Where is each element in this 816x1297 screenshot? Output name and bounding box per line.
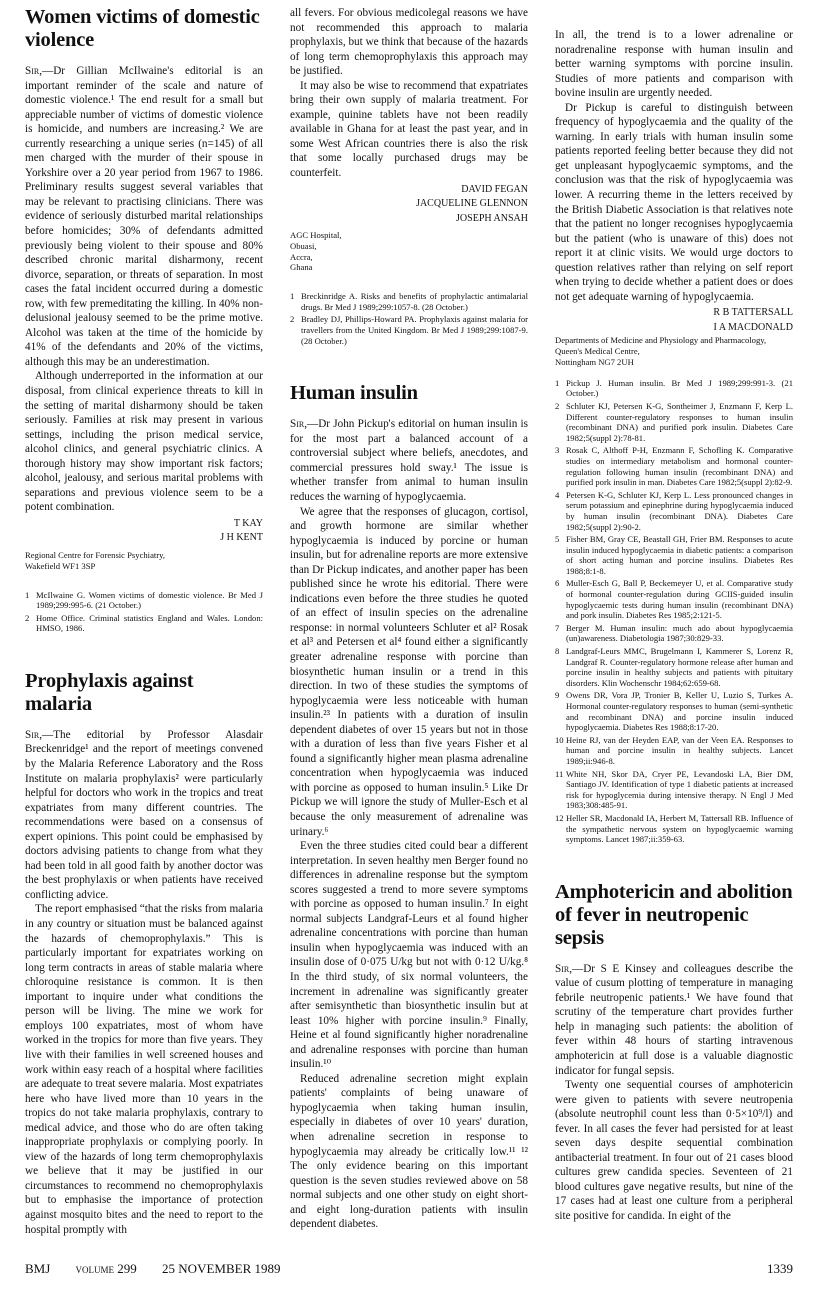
article-paragraph <box>25 728 263 903</box>
reference-number: 4 <box>555 489 560 500</box>
reference-text: Pickup J. Human insulin. Br Med J 1989;299:991-3. (21 October.) <box>566 377 793 399</box>
reference-list <box>555 378 793 845</box>
paragraph-text: ,—Dr Gillian McIlwaine's editorial is an important reminder of the scale and nature of domestic violence.¹ The end result for a small but appreciable number of victims of domestic violence is homicide, and numbers are increasing.² We are currently researching a unique series (n=145) of all men charged with the murder of their spouse in Yorkshire over a 20 year period from 1967 to 1986. Preliminary results suggest several variables that may be relevant to practising clinicians. There was evidence of seriously disturbed marital relationships before homicides; 30% of defendants admitted previously being violent to their spouse and 80% described chronic marital disharmony, recent divorce, separation, or threats of separation. In most cases the fatal incident occurred during a domestic row, with few premeditating the killing. In 40% non-delusional jealousy seemed to be the prime motive. Alcohol was taken at the time of the homicide by 41% of the defendants and 20% of the victims, although this may be an underestimation. <box>25 65 263 368</box>
address-line: Wakefield WF1 3SP <box>25 560 96 571</box>
reference-item <box>555 735 793 767</box>
reference-number: 2 <box>555 400 560 411</box>
article-paragraph <box>25 64 263 369</box>
article-paragraph: In all, the trend is to a lower adrenaline or noradrenaline response with human insulin and better warning symptoms with porcine insulin. Studies of more patients and comparison with bovine insulin are urgently needed. <box>555 29 793 100</box>
article-title: Women victims of domestic violence <box>25 6 260 51</box>
reference-number: 6 <box>555 578 560 589</box>
address-line: Regional Centre for Forensic Psychiatry, <box>25 549 166 560</box>
reference-text: Owens DR, Vora JP, Tronier B, Keller U, Luzio S, Turkes A. Hormonal counter-regulatory responses to human (semi-synthetic and recombinant DNA) and porcine insulin induced hypoglycaemia. Diabetes Res 1988;8:17-20. <box>566 690 793 733</box>
article-paragraph: Reduced adrenaline secretion might explain patients' complaints of being unaware of hypoglycaemia when taking human insulin, especially in diabetes of over 10 years' duration, when adrenaline secretion in response to hypoglycaemia may already be critically low.¹¹ ¹² The only evidence bearing on this important question is the seven studies reviewed above on 58 normal subjects and one other study on eight short- and eight long-duration patients with insulin dependent diabetes. <box>290 1072 528 1231</box>
reference-number: 8 <box>555 646 560 657</box>
address-line: Obuasi, <box>290 240 317 251</box>
article-paragraph: The report emphasised “that the risks from malaria in any country or situation must be balanced against the hazards of chemoprophylaxis.” This is particularly important for expatriates working on long term contracts in areas of stable malaria where chloroquine resistance is common. It is then important to inquire under what conditions the person will be living. The mine we work for employs 100 expatriates, most of whom have worked in the tropics for more than five years. They live with their families in well screened houses and work within easy reach of a hospital where facilities are adequate to treat severe malaria. Most expatriates here who have lived more than 10 years in the tropics do not take malaria prophylaxis, contrary to medical advice, and those who do are often taking inappropriate prophylaxis or complying poorly. In view of the hazards of long term chemoprophylaxis we believe that it may be justified in our circumstances to recommend no chemoprophylaxis but to emphasise the importance of protection against mosquito bites and the need to report to the hospital promptly with <box>25 903 263 1236</box>
reference-item <box>555 623 793 644</box>
reference-number: 1 <box>290 291 295 302</box>
article-amphotericin <box>555 881 793 1224</box>
column-1 <box>25 6 263 1237</box>
reference-number: 9 <box>555 690 560 701</box>
reference-item <box>25 613 263 634</box>
signature: JOSEPH ANSAH <box>456 212 528 224</box>
article-paragraph: We agree that the responses of glucagon, cortisol, and growth hormone are similar whether hypoglycaemia is induced by porcine or human insulin, but for adrenaline reports are more extensive than Dr Pickup indicates, and another paper has been published since he wrote his editorial. There were indications even before the three studies he quoted of an effect of insulin species on the adrenaline response: in normal volunteers Schluter et al² Rosak et al³ and Petersen et al⁴ found either a significantly greater adrenaline response with porcine than biosynthetic human insulin or a trend in this direction. In two of these studies the symptoms of hypoglycaemia were less noticeable with human insulin.²³ In patients with a duration of insulin dependent diabetes of over 15 years but not in those with a duration of less than five years Fisher et al found a significantly higher mean plasma adrenaline concentration when hypoglycaemia was induced with porcine as opposed to human insulin.⁵ Like Dr Pickup we will ignore the study of Muller-Esch et al because the only measurement of adrenaline was urinary.⁶ <box>290 505 528 838</box>
address-line: Nottingham NG7 2UH <box>555 356 634 367</box>
article-domestic-violence <box>25 6 263 636</box>
paragraph-text: ,—The editorial by Professor Alasdair Breckenridge¹ and the report of meetings convened by the Malaria Reference Laboratory and the Ross Institute on malaria prophylaxis² were particularly helpful for doctors who work in the tropics and treat expatriates from many different countries. The recommendations were based on a consensus of expert opinions. This point could be emphasised by doctors advising patients to change from what they had been told in all good faith by another doctor was the best prophylaxis or when patients have received conflicting advice. <box>25 728 263 901</box>
reference-text: Breckinridge A. Risks and benefits of prophylactic antimalarial drugs. Br Med J 1989;299:1057-8. (28 October.) <box>301 291 528 312</box>
salutation: Sir <box>290 418 305 431</box>
author-address <box>25 550 263 572</box>
reference-number: 11 <box>555 768 564 779</box>
journal-name: BMJ <box>25 1261 51 1277</box>
reference-text: Landgraf-Leurs MMC, Brugelmann I, Kammerer S, Lorenz R, Landgraf R. Counter-regulatory hormone release after human and porcine insulin in healthy subjects and patients with pituitary disorders. Klin Wochenschr 1984;62:659-68. <box>566 646 793 688</box>
reference-item <box>555 690 793 732</box>
article-title: Human insulin <box>290 382 418 405</box>
article-title: Amphotericin and abolition of fever in neutropenic sepsis <box>555 880 793 949</box>
issue-date: 25 NOVEMBER 1989 <box>162 1261 281 1277</box>
author-address <box>555 335 793 367</box>
article-paragraph: Twenty one sequential courses of amphotericin were given to patients with severe neutropenia (absolute neutrophil count less than 0·5×10⁹/l) and fever. In all cases the fever had persisted for at least seven days despite sequential combination antibacterial treatment. In four out of 21 cases blood cultures grew candida species. Seventeen of 21 blood cultures gave negative results, but nine of the 17 cases had at least one culture from a peripheral site positive for candida. In eight of the <box>555 1079 793 1223</box>
reference-text: Bradley DJ, Phillips-Howard PA. Prophylaxis against malaria for travellers from the United Kingdom. Br Med J 1989;299:1087-9. (28 October.) <box>301 314 528 346</box>
reference-text: Home Office. Criminal statistics England and Wales. London: HMSO, 1986. <box>36 612 263 634</box>
reference-number: 3 <box>555 445 560 456</box>
reference-item <box>290 314 528 346</box>
reference-number: 10 <box>555 734 564 745</box>
reference-item <box>555 534 793 576</box>
reference-text: Muller-Esch G, Ball P, Beckemeyer U, et al. Comparative study of hormonal counter-regulation during GCIIS-guided insulin hypoglycaemic tests during human insulin (recombinant DNA) and pork insulin. Diabetes Res 1985;2:121-5. <box>566 578 793 621</box>
signature: J H KENT <box>220 532 263 544</box>
article-paragraph: Dr Pickup is careful to distinguish between frequency of hypoglycaemia and the quality of the warning. In early trials with human insulin some patients reported feeling better because they did not get unpleasant hypoglycaemic symptoms, and the conclusion was that the risk of hypoglycaemia was lower. A recurring theme in the letters received by the British Diabetic Association is that relatives note that the patient no longer recognises hypoglycaemia but the patient (who is unaware of this) does not report it at clinic visits. We would urge doctors to question relatives rather than relying on self report when trying to decide whether a patient does or does not get adequate warning of hypoglycaemia. <box>555 101 793 303</box>
reference-list <box>25 590 263 634</box>
reference-text: Heller SR, Macdonald IA, Herbert M, Tattersall RB. Influence of the sympathetic nervous system on hypoglycaemic warning symptoms. Lancet 1987;ii:359-63. <box>566 812 793 845</box>
reference-text: White NH, Skor DA, Cryer PE, Levandoski LA, Bier DM, Santiago JV. Identification of type 1 diabetic patients at increased risk for hypoglycemia during intensive therapy. N Engl J Med 1983;308:485-91. <box>566 768 793 811</box>
reference-number: 2 <box>25 612 30 623</box>
address-line: Queen's Medical Centre, <box>555 346 640 357</box>
salutation: Sir <box>25 65 40 77</box>
reference-number: 1 <box>25 589 30 600</box>
article-title: Prophylaxis against malaria <box>25 669 194 715</box>
reference-item <box>555 813 793 845</box>
journal-volume: volume 299 <box>75 1261 137 1277</box>
reference-text: Rosak C, Althoff P-H, Enzmann F, Schofling K. Comparative studies on intermediary metabolism and hormonal counter-regulation following human insulin (recombinant DNA) and purified pork insulin in man. Diabetes Care 1982;5(suppl 2):82-9. <box>566 445 793 488</box>
salutation: Sir <box>555 962 570 975</box>
page-footer <box>25 1261 303 1277</box>
reference-text: Fisher BM, Gray CE, Beastall GH, Frier BM. Responses to acute insulin induced hypoglycaemia in diabetic patients: a comparison of short acting human and porcine insulins. Diabetes Res 1988;8:1-8. <box>566 534 793 576</box>
author-address <box>290 230 528 273</box>
reference-number: 7 <box>555 622 560 633</box>
reference-number: 1 <box>555 377 560 388</box>
signature: R B TATTERSALL <box>713 307 793 319</box>
page-number: 1339 <box>767 1261 793 1277</box>
signature: JACQUELINE GLENNON <box>416 198 528 210</box>
article-paragraph <box>290 417 528 504</box>
article-paragraph <box>555 962 793 1078</box>
address-line: Departments of Medicine and Physiology and Pharmacology, <box>555 335 767 346</box>
reference-item <box>555 401 793 443</box>
reference-item <box>555 578 793 620</box>
column-3 <box>555 6 793 1224</box>
reference-item <box>555 378 793 399</box>
address-line: AGC Hospital, <box>290 230 342 241</box>
reference-text: Schluter KJ, Petersen K-G, Sontheimer J, Enzmann F, Kerp L. Different counter-regulatory responses to human insulin (recombinant DNA) and purified pork insulin. Diabetes Care 1982;5(suppl 2):78-81. <box>566 400 793 443</box>
signature: DAVID FEGAN <box>461 183 528 195</box>
address-line: Accra, <box>290 251 313 262</box>
signature: I A MACDONALD <box>713 321 793 333</box>
reference-item <box>555 646 793 688</box>
article-paragraph: Even the three studies cited could bear a different interpretation. In seven healthy men Berger found no differences in adrenaline response but the symptom scores suggested a trend to more severe symptoms with porcine as opposed to human insulin.⁷ In eight normal subjects Landgraf-Leurs et al found higher adrenaline concentrations with porcine than human insulin when hypoglycaemia was induced with an insulin dose of 0·075 U/kg but not with 0·12 U/kg.⁸ In the third study, of six normal volunteers, the increment in adrenaline was significantly greater after semisynthetic than biosynthetic insulin but at least 10% higher with porcine insulin.⁹ Finally, Heine et al found significantly higher noradrenaline and adrenaline responses with porcine than human insulin.¹⁰ <box>290 840 528 1071</box>
reference-text: Heine RJ, van der Heyden EAP, van der Veen EA. Responses to human and porcine insulin in healthy subjects. Lancet 1989;ii:946-8. <box>566 734 793 766</box>
page-footer-row <box>25 1261 793 1277</box>
reference-item <box>555 769 793 811</box>
article-paragraph: It may also be wise to recommend that expatriates bring their own supply of malaria treatment. For example, quinine tablets have not been readily available in Ghana for at least the past year, and in some West African countries there is also the risk that some locally purchased drugs may be counterfeit. <box>290 79 528 180</box>
reference-text: Petersen K-G, Schluter KJ, Kerp L. Less pronounced changes in serum potassium and epinephrine during hypoglycaemia induced by human insulin (recombinant DNA). Diabetes Care 1982;5(suppl 2):90-2. <box>566 489 793 532</box>
article-human-insulin-part2 <box>555 28 793 847</box>
reference-number: 12 <box>555 812 564 823</box>
salutation: Sir <box>25 728 40 741</box>
article-malaria-part2 <box>290 6 528 348</box>
address-line: Ghana <box>290 262 313 273</box>
article-paragraph: Although underreported in the information at our disposal, from clinical experience threats to kill in the setting of marital disharmony should be taken seriously. Families at risk may present in various settings, including the prison medical service, alcohol clinics, and general psychiatric clinics. A thorough history may show important risk factors; alcohol, jealousy, and serious marital problems with separations and previous violence seem to be a potent combination. <box>25 370 263 514</box>
reference-item <box>25 590 263 611</box>
reference-text: Berger M. Human insulin: much ado about hypoglycaemia (un)awareness. Diabetologia 1987;30:829-33. <box>566 622 793 644</box>
article-malaria-part1 <box>25 670 263 1237</box>
signature: T KAY <box>233 517 263 529</box>
article-human-insulin-part1 <box>290 382 528 1232</box>
column-2 <box>290 6 528 1232</box>
paragraph-text: ,—Dr John Pickup's editorial on human insulin is for the most part a balanced account of a controversial subject where beliefs, anecdotes, and commercial pressures hold sway.¹ The issue is whether transfer from animal to human insulin reduces the warning of hypoglycaemia. <box>290 418 528 503</box>
reference-list <box>290 291 528 346</box>
reference-item <box>290 291 528 312</box>
article-paragraph: all fevers. For obvious medicolegal reasons we have not recommended this approach to malaria prophylaxis, but we think that because of the hazards of long term chemoprophylaxis this approach may be justified. <box>290 7 528 78</box>
reference-number: 5 <box>555 534 560 545</box>
reference-item <box>555 445 793 487</box>
reference-number: 2 <box>290 314 295 325</box>
paragraph-text: ,—Dr S E Kinsey and colleagues describe the value of cusum plotting of temperature in managing febrile neutropenic patients.¹ We have found that scrutiny of the temperature chart provides further help in managing such patients: the abolition of fever within 48 hours of starting intravenous amphotericin at full dose is a valuable diagnostic indicator for fungal sepsis. <box>555 962 793 1077</box>
reference-text: McIlwaine G. Women victims of domestic violence. Br Med J 1989;299:995-6. (21 October.) <box>36 589 263 611</box>
reference-item <box>555 490 793 532</box>
